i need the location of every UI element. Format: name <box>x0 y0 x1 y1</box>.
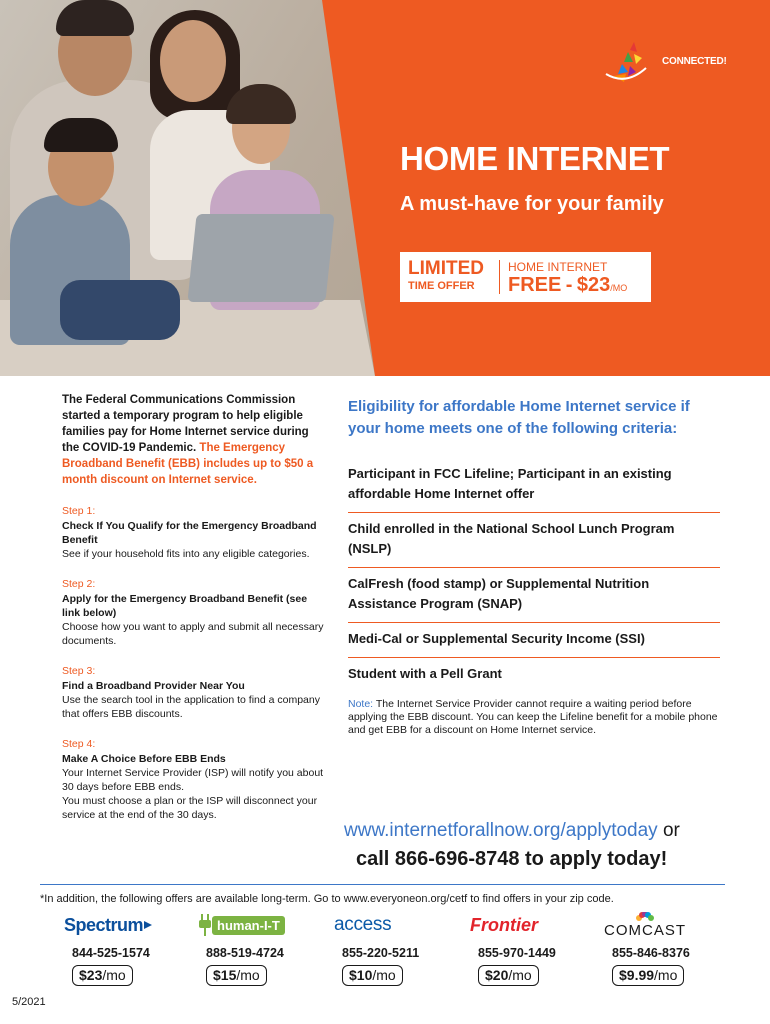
photo-laptop <box>187 214 334 302</box>
provider-price-amount: $23 <box>79 967 103 983</box>
access-logo <box>334 910 391 940</box>
page-title: HOME INTERNET <box>400 140 670 177</box>
step-title: Check If You Qualify for the Emergency Broadband Benefit <box>62 520 317 546</box>
publication-date: 5/2021 <box>12 996 46 1008</box>
criteria-item: Child enrolled in the National School Lunch Program (NSLP) <box>348 513 720 568</box>
ebb-steps-column <box>62 392 328 822</box>
connected-logo-text: CONNECTED! <box>662 56 727 67</box>
criteria-item: Student with a Pell Grant <box>348 666 502 681</box>
provider-phone: 844-525-1574 <box>72 946 150 960</box>
comcast-logo <box>604 910 686 940</box>
eligibility-heading: Eligibility for affordable Home Internet service if your home meets one of the following criteria: <box>348 398 690 437</box>
human-it-logo <box>198 910 285 940</box>
step-title: Apply for the Emergency Broadband Benefit (see link below) <box>62 593 308 619</box>
eligibility-criteria-list <box>348 458 720 692</box>
peacock-icon <box>636 912 654 922</box>
step-label: Step 1: <box>62 505 96 517</box>
footer-note: *In addition, the following offers are available long-term. Go to www.everyoneon.org/cetf to find offers in your zip code. <box>40 893 614 905</box>
provider-price-amount: $15 <box>213 967 237 983</box>
provider-comcast <box>584 910 714 990</box>
connected-logo-icon <box>604 38 648 88</box>
provider-price-unit: /mo <box>372 967 396 983</box>
provider-price-unit: /mo <box>102 967 126 983</box>
provider-frontier <box>450 910 580 990</box>
provider-phone: 855-846-8376 <box>612 946 690 960</box>
criteria-item: Medi-Cal or Supplemental Security Income (SSI) <box>348 623 720 658</box>
ebb-intro <box>62 392 328 488</box>
apply-url-link[interactable]: www.internetforallnow.org/applytoday <box>344 820 658 841</box>
footer-divider <box>40 884 725 885</box>
step-3 <box>62 664 328 721</box>
provider-access <box>314 910 444 990</box>
provider-phone: 855-220-5211 <box>342 946 420 960</box>
offer-left <box>408 259 484 293</box>
provider-price-amount: $10 <box>349 967 373 983</box>
step-label: Step 4: <box>62 738 96 750</box>
step-label: Step 3: <box>62 665 96 677</box>
photo-mother-head <box>160 20 226 102</box>
apply-line <box>344 820 680 842</box>
offer-divider <box>499 260 500 294</box>
provider-spectrum <box>44 910 174 990</box>
provider-price-unit: /mo <box>508 967 532 983</box>
note-text: The Internet Service Provider cannot require a waiting period before applying the EBB discount. You can keep the Lifeline benefit for a mobile phone and get EBB for a discount on Home Internet service. <box>348 698 718 736</box>
provider-phone: 855-970-1449 <box>478 946 556 960</box>
provider-price <box>342 965 403 986</box>
ebb-intro-highlight: The Emergency Broadband Benefit (EBB) includes up to $50 a month discount on Internet service. <box>62 442 314 486</box>
frontier-logo-text: Frontier <box>470 914 539 935</box>
criteria-item: Participant in FCC Lifeline; Participant in an existing affordable Home Internet offer <box>348 458 720 513</box>
page-subtitle: A must-have for your family <box>400 193 664 215</box>
human-it-logo-text: human-I-T <box>212 916 285 935</box>
photo-jeans <box>60 280 180 340</box>
human-it-plug-icon <box>198 914 212 936</box>
hero-banner <box>0 0 770 376</box>
offer-limited: LIMITED <box>408 258 484 279</box>
eligibility-note <box>348 698 720 737</box>
provider-price-amount: $9.99 <box>619 967 655 983</box>
ebb-intro-text: The Federal Communications Commission started a temporary program to help eligible families pay for Home Internet service during the COVID-19 Pandemic. <box>62 394 309 454</box>
spectrum-logo <box>64 910 153 940</box>
offer-time-offer: TIME OFFER <box>408 280 475 292</box>
photo-boy-hair <box>44 118 118 152</box>
step-description: Your Internet Service Provider (ISP) will notify you about 30 days before EBB ends. <box>62 767 324 793</box>
access-logo-text: access <box>334 914 392 935</box>
step-description-continued: You must choose a plan or the ISP will disconnect your service at the end of the 30 days. <box>62 795 318 821</box>
frontier-logo <box>470 910 538 940</box>
offer-price-line <box>508 274 627 299</box>
offer-free: FREE <box>508 274 562 296</box>
step-4 <box>62 737 328 822</box>
step-description: See if your household fits into any eligible categories. <box>62 548 310 560</box>
apply-or: or <box>662 820 680 841</box>
provider-price-unit: /mo <box>654 967 678 983</box>
spectrum-logo-text: Spectrum <box>64 914 144 935</box>
step-description: Choose how you want to apply and submit all necessary documents. <box>62 621 324 647</box>
limited-offer-box <box>400 252 651 302</box>
step-title: Make A Choice Before EBB Ends <box>62 753 226 765</box>
step-title: Find a Broadband Provider Near You <box>62 680 245 692</box>
provider-phone: 888-519-4724 <box>206 946 284 960</box>
offer-right <box>508 260 627 299</box>
provider-price <box>206 965 267 986</box>
comcast-logo-text: COMCAST <box>604 921 686 939</box>
spectrum-arrow-icon <box>143 920 153 930</box>
provider-price <box>478 965 539 986</box>
step-1 <box>62 504 328 561</box>
step-label: Step 2: <box>62 578 96 590</box>
note-label: Note: <box>348 698 374 710</box>
provider-price <box>612 965 684 986</box>
eligibility-column <box>348 396 720 737</box>
offer-dash: - <box>565 274 573 296</box>
provider-price <box>72 965 133 986</box>
offer-per-month: /MO <box>610 283 628 293</box>
apply-call-text: call 866-696-8748 to apply today! <box>356 848 668 870</box>
provider-offers <box>44 910 724 990</box>
criteria-item: CalFresh (food stamp) or Supplemental Nutrition Assistance Program (SNAP) <box>348 568 720 623</box>
offer-price: $23 <box>576 274 611 296</box>
provider-human-it <box>178 910 308 990</box>
offer-home-internet: HOME INTERNET <box>508 260 608 274</box>
provider-price-amount: $20 <box>485 967 509 983</box>
photo-father-hair <box>56 0 134 36</box>
provider-price-unit: /mo <box>236 967 260 983</box>
step-2 <box>62 577 328 648</box>
step-description: Use the search tool in the application to find a company that offers EBB discounts. <box>62 694 320 720</box>
